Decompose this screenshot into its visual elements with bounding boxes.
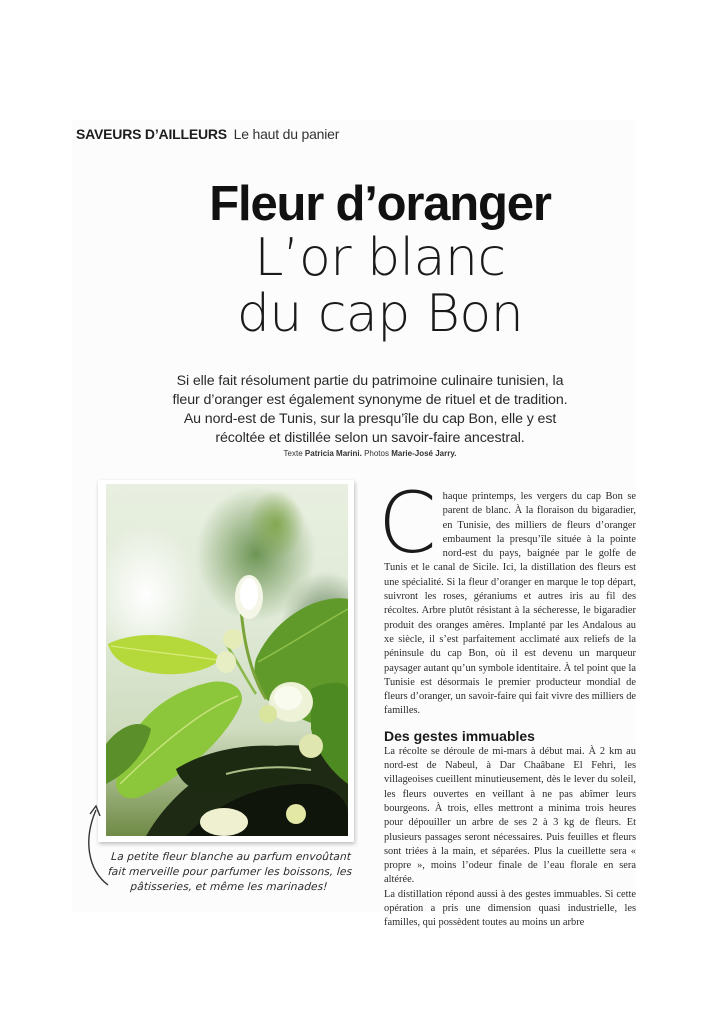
credits — [168, 449, 572, 458]
rubric-section: SAVEURS D’AILLEURS — [76, 126, 227, 142]
article-paragraph-3: La distillation répond aussi à des gestes immuables. Si cette opération a pris une dimension quasi industrielle, les familles, qui possèdent toutes au moins un arbre — [384, 888, 636, 929]
article-subheading: Des gestes immuables — [384, 727, 535, 744]
article-paragraph-2: La récolte se déroule de mi-mars à début mai. À 2 km au nord-est de Nabeul, à Dar Chaâbane El Fehri, les villageoises cueillent minutieusement, dès le lever du soleil, les fleurs ouvertes en veillant à ne pas abîmer leurs bourgeons. À trois, elles mettront a minima trois heures pour dépouiller un arbre de ses 2 à 3 kg de fleurs. Et plusieurs passages seront nécessaires. Puis feuilles et fleurs sont triées à la main, et séparées. Plus la cueillette sera « propre », moins l’odeur finale de l’eau florale en sera altérée. — [384, 745, 636, 886]
rubric-subsection: Le haut du panier — [233, 126, 340, 142]
title-main: Fleur d’oranger — [209, 177, 551, 231]
title-subtitle — [150, 230, 610, 342]
article-title — [150, 178, 610, 342]
photo-frame — [98, 480, 354, 842]
credits-photos-author: Marie-José Jarry. — [391, 449, 457, 458]
section-rubric — [76, 126, 339, 142]
title-subtitle-line-2: du cap Bon — [236, 284, 524, 344]
title-subtitle-line-1: L’or blanc — [254, 228, 506, 288]
drop-cap: C — [378, 474, 437, 572]
credits-photos-label: Photos — [364, 449, 389, 458]
article-intro-paragraph: haque printemps, les vergers du cap Bon se parent de blanc. À la floraison du bigaradier, en Tunisie, des milliers de fleurs d’oranger embaument la presqu’île située à la pointe nord-est du pays, baignée par le golfe de Tunis et le canal de Sicile. Ici, la distillation des fleurs est une spécialité. Si la fleur d’oranger en marque le top départ, suivront les roses, géraniums et autres iris au fil des récoltes. Arbre plutôt résistant à la sécheresse, le bigaradier produit des oranges amères. Implanté par les Andalous au xe siècle, il s’est parfaitement acclimaté aux reliefs de la péninsule du cap Bon, où il est devenu un marqueur paysager autant qu’un symbole identitaire. À tel point que la Tunisie est désormais le premier producteur mondial de fleurs d’oranger, un savoir-faire qui fait vivre des milliers de familles. — [384, 491, 636, 717]
photo-caption: La petite fleur blanche au parfum envoûtant fait merveille pour parfumer les boissons, les pâtisseries, et même les marinades! — [107, 851, 353, 893]
orange-blossom-illustration — [106, 484, 348, 836]
article-body — [378, 474, 636, 931]
credits-text-author: Patricia Marini. — [304, 449, 362, 458]
standfirst: Si elle fait résolument partie du patrimoine culinaire tunisien, la fleur d’oranger est également synonyme de rituel et de tradition. Au nord-est de Tunis, sur la presqu’île du cap Bon, elle y est récoltée et distillée selon un savoir-faire ancestral. — [172, 373, 568, 446]
credits-text-label: Texte — [283, 449, 303, 458]
orange-blossom-photo — [106, 484, 348, 836]
